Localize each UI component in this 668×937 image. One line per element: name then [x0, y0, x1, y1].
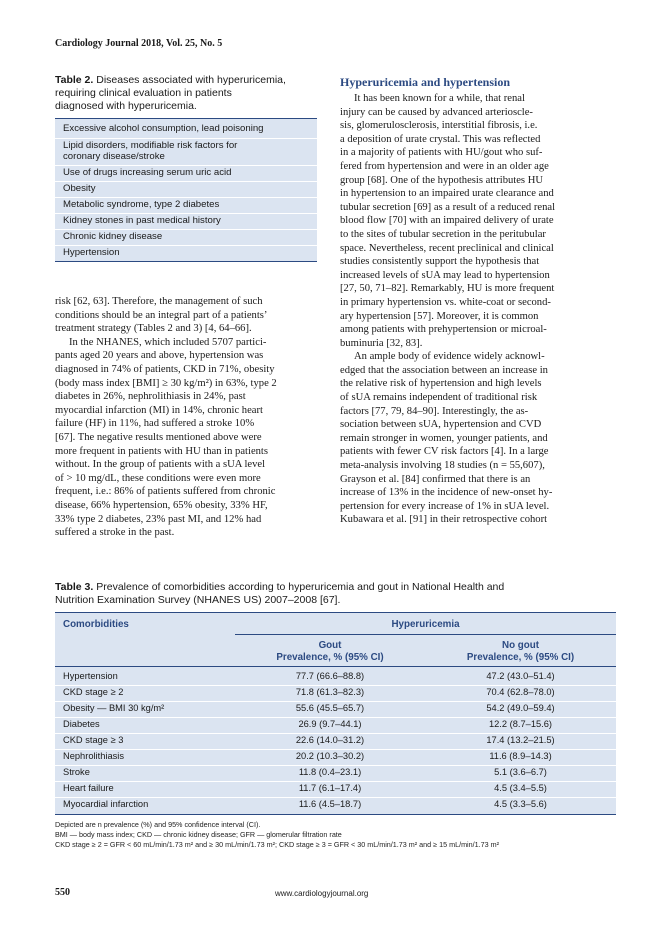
- text-line: It has been known for a while, that renal: [354, 93, 525, 104]
- text-line: increase of 13% in the incidence of new-onset hy-: [340, 487, 553, 499]
- text-line: meta-analysis involving 18 studies (n = 55,607),: [340, 460, 545, 472]
- table-row-label: CKD stage ≥ 2: [63, 687, 124, 697]
- table3-footnote: Depicted are n prevalence (%) and 95% confidence interval (CI).: [55, 820, 261, 829]
- table-cell-gout: 26.9 (9.7–44.1): [298, 719, 362, 729]
- text-line: disease, 66% hypertension, 65% obesity, 33% HF,: [55, 499, 268, 511]
- table-cell-no-gout: 4.5 (3.4–5.5): [494, 783, 547, 793]
- table2-row: Use of drugs increasing serum uric acid: [63, 167, 232, 178]
- table2-caption-text: requiring clinical evaluation in patients: [55, 87, 232, 99]
- text-line: pertension for every increase of 1% in sUA level.: [340, 500, 550, 512]
- right-column-text: [340, 92, 614, 527]
- section-title: Hyperuricemia and hypertension: [340, 75, 510, 89]
- table2-caption-label: Table 2.: [55, 74, 94, 86]
- table3-caption-text: Prevalence of comorbidities according to hyperuricemia and gout in National Health and: [96, 581, 505, 593]
- text-line: [67]. The negative results mentioned above were: [55, 431, 262, 443]
- table-cell-gout: 22.6 (14.0–31.2): [295, 735, 365, 745]
- table-cell-no-gout: 12.2 (8.7–15.6): [488, 719, 553, 729]
- table2-row: Hypertension: [63, 247, 120, 258]
- text-line: treatment strategy (Tables 2 and 3) [4, 64–66].: [55, 323, 252, 335]
- text-line: group [68]. One of the hypothesis attributes HU: [340, 174, 544, 186]
- table2-row: Lipid disorders, modifiable risk factors for: [63, 140, 238, 151]
- table-row-label: CKD stage ≥ 3: [63, 735, 124, 745]
- no-gout-header: No gout: [502, 640, 539, 651]
- table2-caption-text: Diseases associated with hyperuricemia,: [96, 74, 286, 86]
- text-line: ary hypertension [57]. Moreover, it is common: [340, 310, 539, 322]
- text-line: An ample body of evidence widely acknowl-: [354, 351, 545, 363]
- gout-subheader: Prevalence, % (95% CI): [276, 652, 384, 663]
- table-cell-gout: 20.2 (10.3–30.2): [295, 751, 365, 761]
- text-line: Kubawara et al. [91] in their retrospective cohort: [340, 514, 548, 526]
- text-line: studies consistently support the hypothesis that: [340, 256, 540, 268]
- text-line: edged that the association between an increase in: [340, 364, 548, 376]
- text-line: patients with fewer CV risk factors [4]. In a large: [340, 446, 549, 458]
- text-line: Grayson et al. [84] confirmed that there is an: [340, 473, 531, 485]
- table-row-label: Nephrolithiasis: [63, 751, 124, 761]
- table2-caption-text: diagnosed with hyperuricemia.: [55, 100, 197, 112]
- text-line: sis, glomerulosclerosis, interstitial fibrosis, i.e.: [340, 120, 538, 132]
- table-cell-no-gout: 17.4 (13.2–21.5): [486, 735, 555, 745]
- text-line: remain stronger in women, younger patients, and: [340, 432, 548, 444]
- text-line: in primary hypertension vs. white-coat or second-: [340, 296, 551, 308]
- text-line: injury can be caused by advanced arterioscle-: [340, 106, 533, 118]
- table-cell-no-gout: 54.2 (49.0–59.4): [486, 703, 555, 713]
- text-line: In the NHANES, which included 5707 partici-: [69, 336, 267, 348]
- text-line: diagnosed in 74% of patients, CKD in 71%, obesity: [55, 363, 275, 375]
- table-cell-gout: 77.7 (66.6–88.8): [295, 671, 365, 681]
- table-row-label: Obesity — BMI 30 kg/m²: [63, 703, 165, 713]
- table2-row: Obesity: [63, 183, 96, 194]
- table-row-label: Diabetes: [63, 719, 100, 729]
- comorbidities-header: Comorbidities: [63, 619, 129, 630]
- table3-footnote: BMI — body mass index; CKD — chronic kidney disease; GFR — glomerular filtration rate: [55, 830, 342, 839]
- text-line: a deposition of urate crystal. This was reflected: [340, 133, 541, 145]
- text-line: of sUA remains independent of traditional risk: [340, 392, 538, 404]
- text-line: conditions should be an integral part of a patients’: [55, 309, 268, 321]
- table3-footnote: CKD stage ≥ 2 = GFR < 60 mL/min/1.73 m² and ≥ 30 mL/min/1.73 m²; CKD stage ≥ 3 = GFR < 30 mL/min/1.73 m² and ≥ 15 mL/min/1.73 m²: [55, 840, 500, 849]
- text-line: pants aged 20 years and above, hypertension was: [55, 350, 264, 362]
- text-line: in hypertension to an impaired urate clearance and: [340, 188, 554, 200]
- table2: [55, 118, 317, 262]
- text-line: fered from hypertension and were in an older age: [340, 160, 549, 172]
- table-row-label: Myocardial infarction: [63, 799, 149, 809]
- table-cell-no-gout: 47.2 (43.0–51.4): [486, 671, 555, 681]
- running-head: Cardiology Journal 2018, Vol. 25, No. 5: [55, 38, 223, 49]
- text-line: failure (HF) in 11%, had suffered a stroke 10%: [55, 418, 255, 430]
- text-line: the relative risk of hypertension and high levels: [340, 378, 542, 390]
- table-cell-gout: 11.8 (0.4–23.1): [298, 767, 362, 777]
- page-number: 550: [55, 887, 70, 898]
- text-line: blood flow [70] with an impaired delivery of urate: [340, 215, 554, 227]
- table3: [55, 612, 616, 815]
- text-line: space. Nevertheless, recent preclinical and clinical: [340, 242, 554, 254]
- table3-caption-label: Table 3.: [55, 581, 94, 593]
- table2-row: Kidney stones in past medical history: [63, 215, 221, 226]
- table-row-label: Heart failure: [63, 783, 114, 793]
- gout-header: Gout: [318, 640, 342, 651]
- left-column-text: [55, 295, 318, 540]
- table2-row: Metabolic syndrome, type 2 diabetes: [63, 199, 220, 210]
- hyperuricemia-header: Hyperuricemia: [391, 619, 460, 630]
- journal-url: www.cardiologyjournal.org: [275, 889, 369, 898]
- table3-caption-text: Nutrition Examination Survey (NHANES US) 2007–2008 [67].: [55, 594, 341, 606]
- table2-caption: [55, 74, 317, 113]
- text-line: buminuria [32, 83].: [340, 337, 423, 349]
- table-row-label: Hypertension: [63, 671, 118, 681]
- text-line: 33% type 2 diabetes, 23% past MI, and 12% had: [55, 513, 262, 525]
- text-line: of > 10 mg/dL, these conditions were even more: [55, 472, 261, 484]
- text-line: tubular secretion [69] as a result of a reduced renal: [340, 201, 556, 213]
- text-line: in a majority of patients with HU/gout who suf-: [340, 147, 543, 159]
- text-line: more frequent in patients with HU than in patients: [55, 445, 269, 457]
- no-gout-subheader: Prevalence, % (95% CI): [466, 652, 575, 663]
- text-line: (body mass index [BMI] ≥ 30 kg/m²) in 63%, type 2: [55, 377, 277, 389]
- text-line: increased levels of sUA may lead to hypertension: [340, 269, 550, 281]
- table3-caption: [55, 581, 615, 607]
- table-cell-gout: 11.6 (4.5–18.7): [298, 799, 362, 809]
- table-cell-no-gout: 70.4 (62.8–78.0): [486, 687, 555, 697]
- text-line: sociation between sUA, hypertension and CVD: [340, 419, 542, 431]
- text-line: suffered a stroke in the past.: [55, 527, 175, 539]
- table2-row: coronary disease/stroke: [63, 151, 165, 162]
- table-row-label: Stroke: [63, 767, 90, 777]
- table-cell-gout: 71.8 (61.3–82.3): [295, 687, 365, 697]
- text-line: to the sites of tubular secretion in the peritubular: [340, 228, 546, 240]
- table-cell-no-gout: 5.1 (3.6–6.7): [494, 767, 547, 777]
- table2-row: Chronic kidney disease: [63, 231, 163, 242]
- text-line: risk [62, 63]. Therefore, the management of such: [55, 296, 263, 307]
- table-cell-gout: 11.7 (6.1–17.4): [298, 783, 362, 793]
- table-cell-gout: 55.6 (45.5–65.7): [295, 703, 365, 713]
- text-line: myocardial infarction (MI) in 14%, chronic heart: [55, 404, 263, 416]
- text-line: frequent, i.e.: 86% of patients suffered from chronic: [55, 486, 276, 498]
- text-line: diabetes in 26%, nephrolithiasis in 24%, past: [55, 391, 246, 403]
- table-cell-no-gout: 11.6 (8.9–14.3): [489, 751, 552, 761]
- text-line: factors [77, 79, 84–90]. Interestingly, the as-: [340, 405, 529, 417]
- text-line: without. In the group of patients with a sUA level: [55, 459, 266, 471]
- text-line: [27, 50, 71–82]. Remarkably, HU is more frequent: [340, 283, 555, 295]
- text-line: among patients with prehypertension or microal-: [340, 324, 547, 336]
- table2-row: Excessive alcohol consumption, lead poisoning: [63, 123, 264, 134]
- table-cell-no-gout: 4.5 (3.3–5.6): [494, 799, 547, 809]
